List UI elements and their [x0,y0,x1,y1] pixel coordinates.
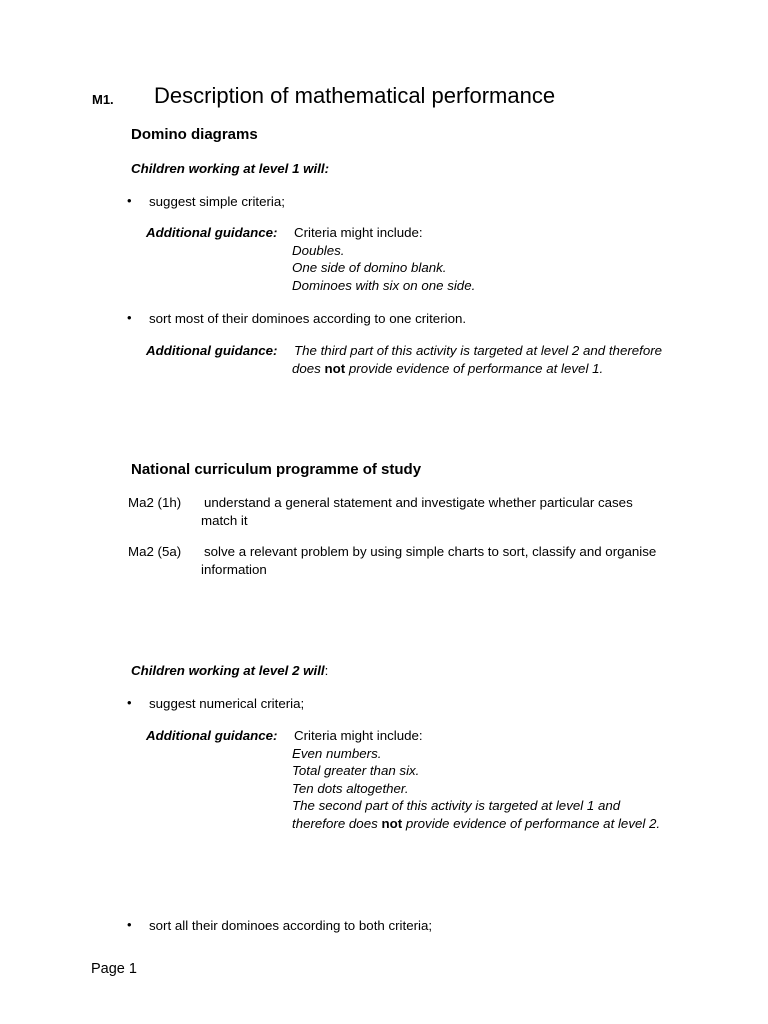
bullet-marker: • [127,193,132,208]
bullet-marker: • [127,917,132,932]
page-title: Description of mathematical performance [154,83,556,108]
guidance-example: Dominoes with six on one side. [292,277,476,293]
guidance-text: does not provide evidence of performance at level 1. [292,360,604,376]
guidance-example: Ten dots altogether. [292,780,409,796]
guidance-text: The third part of this activity is targeted at level 2 and therefore [294,343,663,358]
programme-code-ma2-5a: Ma2 (5a) [128,544,182,559]
guidance-example: Doubles. [292,242,345,258]
section-heading-programme-of-study: National curriculum programme of study [131,461,422,478]
bullet-marker: • [127,695,132,710]
page-number: Page 1 [91,961,137,977]
guidance-example: One side of domino blank. [292,260,447,275]
programme-item-ma2-1h: understand a general statement and investigate whether particular cases match it [201,495,633,528]
emphasis-not: not [324,360,346,376]
guidance-text: The second part of this activity is targeted at level 1 and [292,798,621,813]
programme-item-ma2-5a: solve a relevant problem by using simple charts to sort, classify and organise information [201,544,657,577]
level2-criterion-2: sort all their dominoes according to both criteria; [149,918,433,933]
question-number: M1. [92,92,114,107]
level2-criterion-1: suggest numerical criteria; [149,696,305,711]
level1-criterion-2: sort most of their dominoes according to one criterion. [149,311,467,326]
level2-intro: Children working at level 2 will: [131,663,329,678]
guidance-block-1 [292,224,475,294]
additional-guidance-label: Additional guidance: [146,225,278,240]
emphasis-not: not [381,815,403,831]
section-heading-domino-diagrams: Domino diagrams [131,126,258,143]
additional-guidance-label: Additional guidance: [146,728,278,743]
guidance-text: therefore does not provide evidence of performance at level 2. [292,815,661,831]
level1-criterion-1: suggest simple criteria; [149,194,285,209]
guidance-example: Total greater than six. [292,763,420,778]
programme-code-ma2-1h: Ma2 (1h) [128,495,182,510]
bullet-marker: • [127,310,132,325]
additional-guidance-label: Additional guidance: [146,343,278,358]
guidance-block-3 [292,727,660,832]
guidance-text: Criteria might include: [294,728,423,743]
level1-intro: Children working at level 1 will: [131,161,330,176]
guidance-text: Criteria might include: [294,225,423,240]
guidance-block-2 [294,342,662,377]
guidance-example: Even numbers. [292,745,382,761]
